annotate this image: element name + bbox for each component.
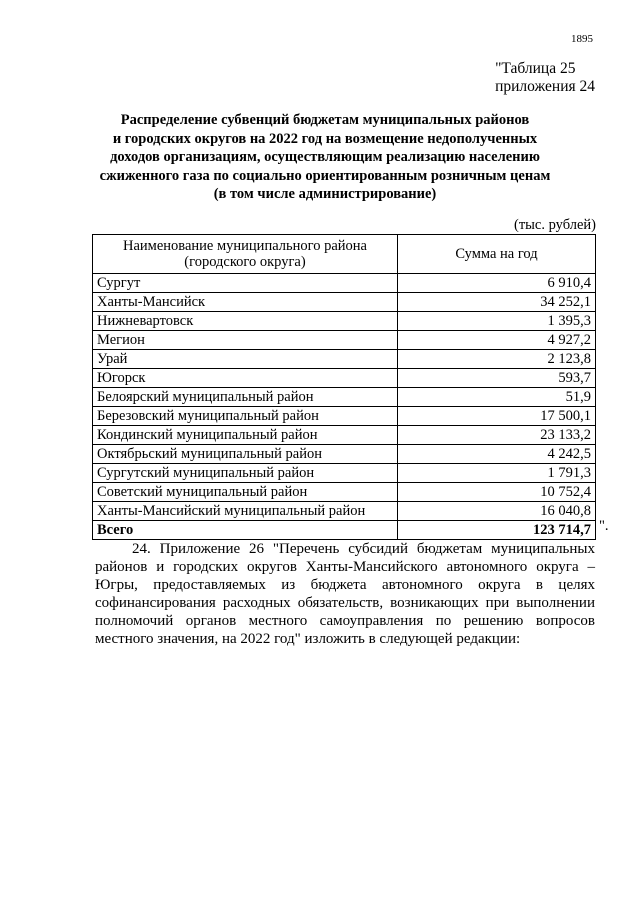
- body-paragraph: 24. Приложение 26 "Перечень субсидий бюджетам муниципальных районов и городских округов Ханты-Мансийского автономного округа – Югры, предоставляемых из бюджета автономного округа в целях софинансирования расходных обязательств, возникающих при выполнении полномочий органов местного самоуправления по решению вопросов местного значения, на 2022 год" изложить в следующей редакции:: [95, 541, 595, 647]
- row-value-cell: 17 500,1: [398, 407, 596, 426]
- row-value-cell: 4 242,5: [398, 445, 596, 464]
- table-row: [93, 331, 596, 350]
- row-name-cell: Югорск: [93, 369, 398, 388]
- row-value-cell: 1 395,3: [398, 312, 596, 331]
- row-value-cell: 34 252,1: [398, 293, 596, 312]
- table-row: [93, 502, 596, 521]
- row-name-cell: Сургутский муниципальный район: [93, 464, 398, 483]
- header-name-cell: [93, 235, 398, 274]
- table-total-row: [93, 521, 596, 540]
- row-name-cell: Октябрьский муниципальный район: [93, 445, 398, 464]
- row-value-cell: 1 791,3: [398, 464, 596, 483]
- table-row: [93, 445, 596, 464]
- row-value-cell: 10 752,4: [398, 483, 596, 502]
- row-name-cell: Урай: [93, 350, 398, 369]
- header-name-line: Наименование муниципального района: [123, 238, 367, 254]
- table-row: [93, 274, 596, 293]
- table-row: [93, 388, 596, 407]
- title-line: и городских округов на 2022 год на возмещение недополученных: [112, 130, 538, 147]
- table-row: [93, 312, 596, 331]
- row-name-cell: Ханты-Мансийский муниципальный район: [93, 502, 398, 521]
- title-line: сжиженного газа по социально ориентированным розничным ценам: [99, 167, 551, 184]
- table-row: [93, 426, 596, 445]
- title-line: (в том числе администрирование): [213, 186, 437, 202]
- table-row: [93, 369, 596, 388]
- row-name-cell: Белоярский муниципальный район: [93, 388, 398, 407]
- table-row: [93, 293, 596, 312]
- table-header-row: [93, 235, 596, 274]
- row-name-cell: Нижневартовск: [93, 312, 398, 331]
- appendix-reference: [495, 60, 595, 96]
- unit-note: (тыс. рублей): [514, 217, 596, 233]
- row-value-cell: 23 133,2: [398, 426, 596, 445]
- table-row: [93, 464, 596, 483]
- appendix-annex-label: приложения 24: [495, 78, 595, 95]
- row-name-cell: Березовский муниципальный район: [93, 407, 398, 426]
- document-title: [95, 111, 555, 204]
- table-row: [93, 407, 596, 426]
- row-value-cell: 6 910,4: [398, 274, 596, 293]
- row-value-cell: 16 040,8: [398, 502, 596, 521]
- row-name-cell: Мегион: [93, 331, 398, 350]
- title-line: Распределение субвенций бюджетам муниципальных районов: [120, 112, 530, 128]
- header-name-line: (городского округа): [184, 254, 306, 270]
- row-name-cell: Советский муниципальный район: [93, 483, 398, 502]
- total-label-cell: Всего: [93, 521, 398, 540]
- row-value-cell: 4 927,2: [398, 331, 596, 350]
- table-row: [93, 483, 596, 502]
- title-line: доходов организациям, осуществляющим реализацию населению: [110, 149, 540, 165]
- row-value-cell: 593,7: [398, 369, 596, 388]
- row-name-cell: Кондинский муниципальный район: [93, 426, 398, 445]
- appendix-table-label: "Таблица 25: [495, 60, 576, 77]
- table-body: [93, 274, 596, 540]
- row-value-cell: 2 123,8: [398, 350, 596, 369]
- closing-quote: ".: [599, 518, 609, 534]
- row-value-cell: 51,9: [398, 388, 596, 407]
- header-sum-cell: Сумма на год: [398, 235, 596, 274]
- row-name-cell: Ханты-Мансийск: [93, 293, 398, 312]
- page-number: 1895: [571, 33, 593, 45]
- subvention-table: [92, 234, 596, 540]
- row-name-cell: Сургут: [93, 274, 398, 293]
- total-value-cell: 123 714,7: [398, 521, 596, 540]
- table-row: [93, 350, 596, 369]
